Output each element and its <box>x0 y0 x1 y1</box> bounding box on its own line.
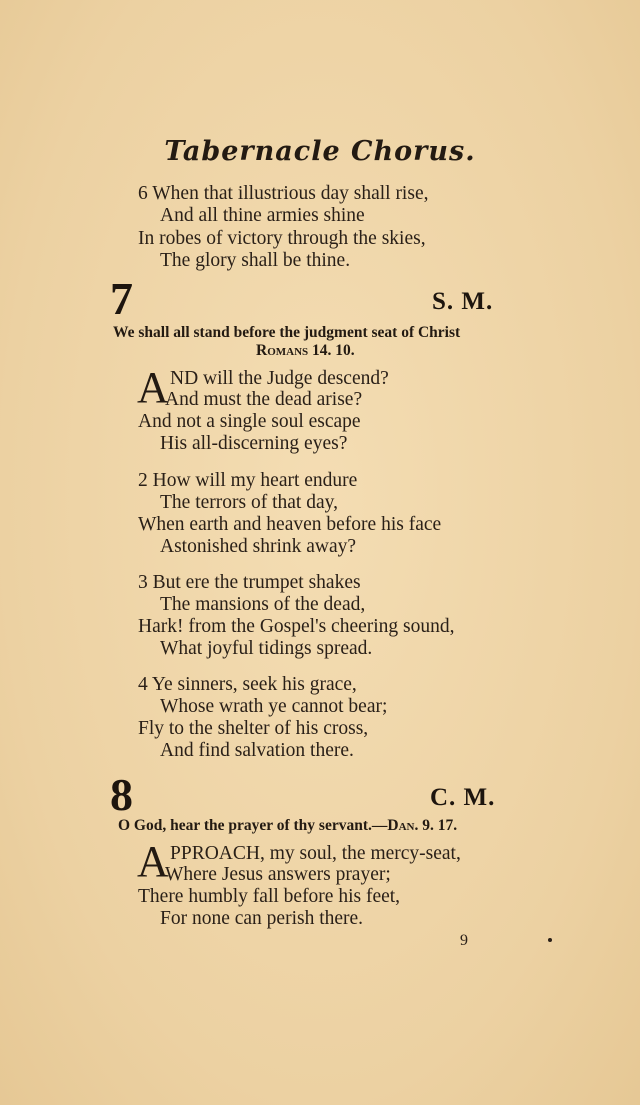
scripture-reference: Romans 14. 10. <box>256 342 355 359</box>
hymn-subtitle <box>118 817 457 835</box>
verse-line: And all thine armies shine <box>160 205 365 226</box>
verse-line: For none can perish there. <box>160 908 364 929</box>
verse-line: His all-discerning eyes? <box>160 433 348 454</box>
verse-line: What joyful tidings spread. <box>160 638 373 659</box>
drop-cap: A <box>137 837 169 886</box>
page-header: Tabernacle Chorus. <box>164 136 476 167</box>
verse-line: Where Jesus answers prayer; <box>165 864 391 885</box>
verse-line: 6 When that illustrious day shall rise, <box>138 183 429 204</box>
verse-line: Hark! from the Gospel's cheering sound, <box>138 616 455 637</box>
verse-line: And must the dead arise? <box>165 389 363 410</box>
verse-line: The glory shall be thine. <box>160 250 351 271</box>
verse-line: 4 Ye sinners, seek his grace, <box>138 674 357 695</box>
verse-line: Whose wrath ye cannot bear; <box>160 696 388 717</box>
drop-cap: A <box>137 363 169 412</box>
verse-line: And find salvation there. <box>160 740 354 761</box>
subtitle-text: O God, hear the prayer of thy servant.— <box>118 817 388 834</box>
verse-line: When earth and heaven before his face <box>138 514 442 535</box>
hymn-meter: C. M. <box>430 784 496 811</box>
verse-line: 3 But ere the trumpet shakes <box>138 572 361 593</box>
verse-line: Fly to the shelter of his cross, <box>138 718 369 739</box>
verse-line: 2 How will my heart endure <box>138 470 358 491</box>
verse-line: There humbly fall before his feet, <box>138 886 401 907</box>
hymn-number: 7 <box>110 273 133 324</box>
page-number: 9 <box>460 932 468 949</box>
print-mark <box>548 938 552 942</box>
hymn-subtitle: We shall all stand before the judgment seat of Christ <box>113 324 461 341</box>
verse-line: PPROACH, my soul, the mercy-seat, <box>170 843 461 864</box>
scripture-reference: Dan. 9. 17. <box>387 817 458 834</box>
verse-line: And not a single soul escape <box>138 411 361 432</box>
verse-line: The mansions of the dead, <box>160 594 366 615</box>
hymn-meter: S. M. <box>432 288 494 315</box>
verse-line: ND will the Judge descend? <box>170 368 389 389</box>
hymn-number: 8 <box>110 769 133 820</box>
verse-line: In robes of victory through the skies, <box>138 228 426 249</box>
verse-line: The terrors of that day, <box>160 492 338 513</box>
verse-line: Astonished shrink away? <box>160 536 357 557</box>
